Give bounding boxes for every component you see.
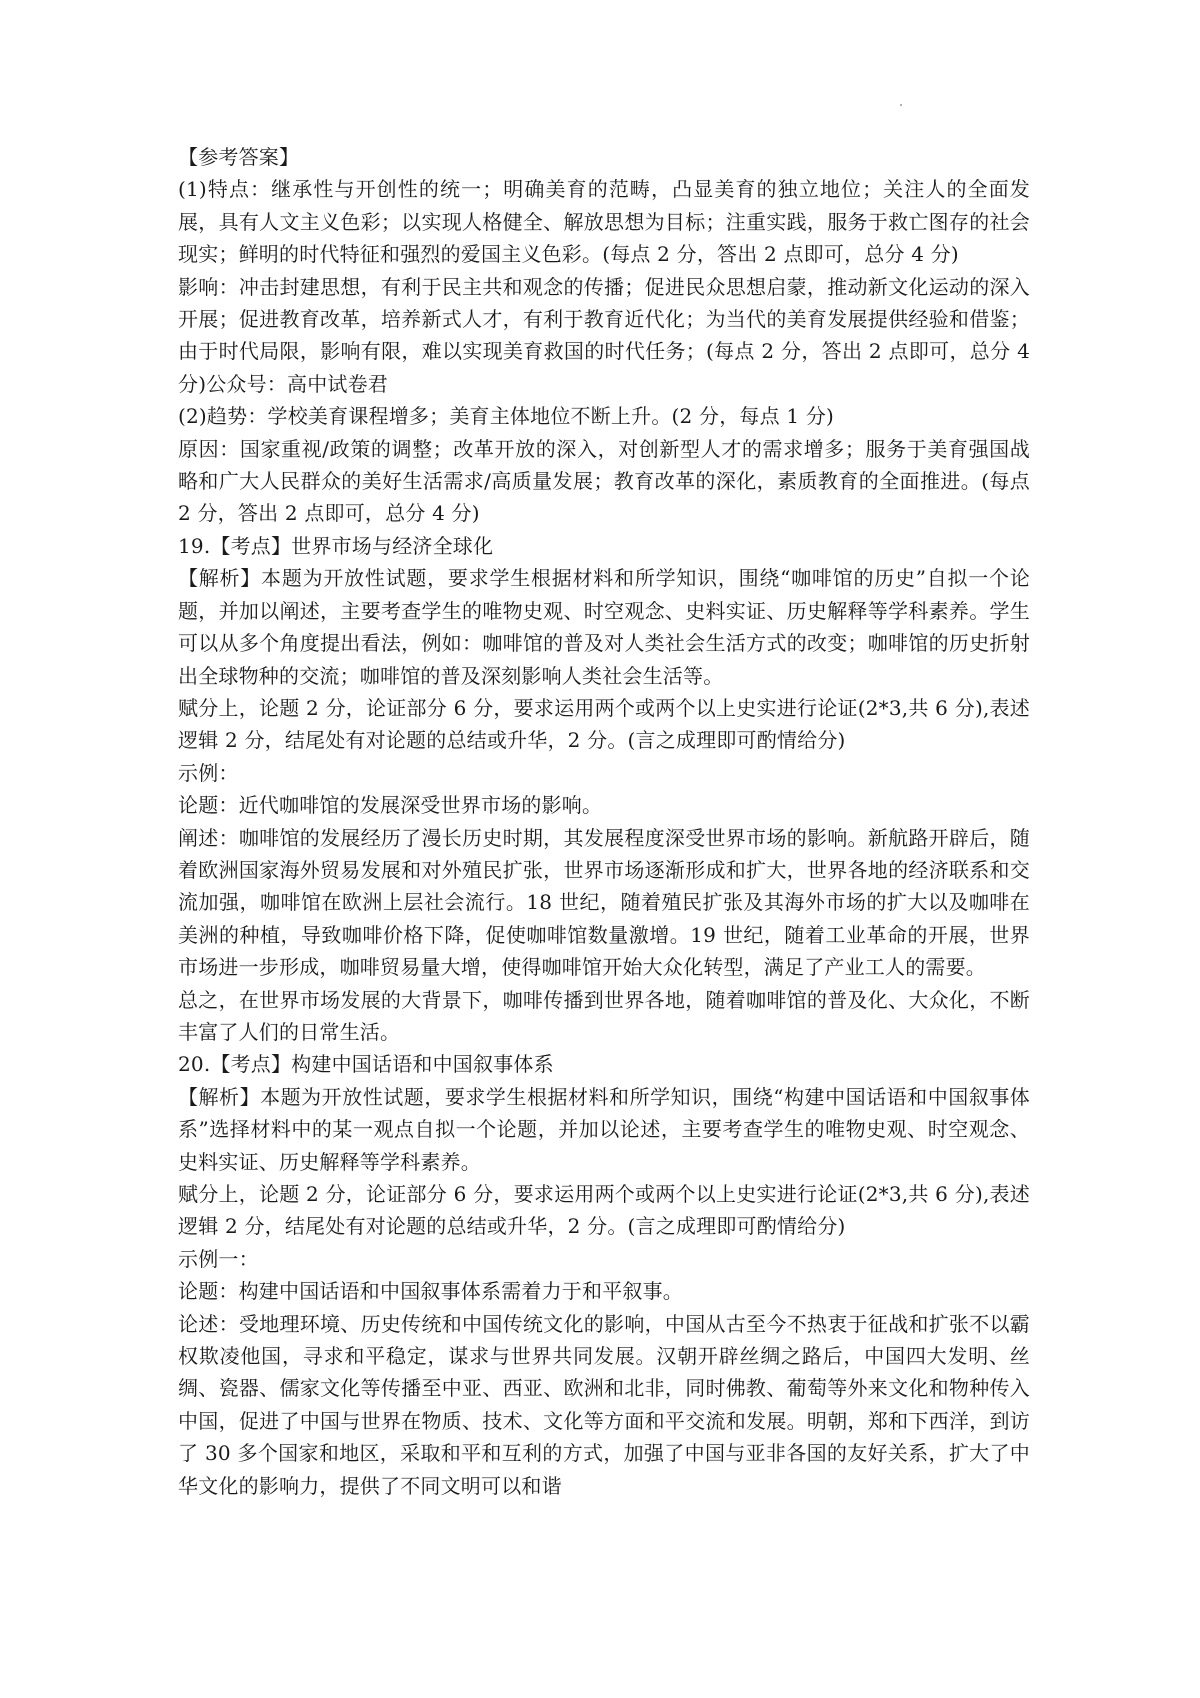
- paragraph: 【解析】本题为开放性试题，要求学生根据材料和所学知识，围绕“咖啡馆的历史”自拟一个论题，并加以阐述，主要考查学生的唯物史观、时空观念、史料实证、历史解释等学科素养。学生可以从多个角度提出看法，例如：咖啡馆的普及对人类社会生活方式的改变；咖啡馆的历史折射出全球物种的交流；咖啡馆的普及深刻影响人类社会生活等。: [178, 566, 1030, 688]
- paragraph: 论述：受地理环境、历史传统和中国传统文化的影响，中国从古至今不热衷于征战和扩张不以霸权欺凌他国，寻求和平稳定，谋求与世界共同发展。汉朝开辟丝绸之路后，中国四大发明、丝绸、瓷器、儒家文化等传播至中亚、西亚、欧洲和北非，同时佛教、葡萄等外来文化和物种传入中国，促进了中国与世界在物质、技术、文化等方面和平交流和发展。明朝，郑和下西洋，到访了 30 多个国家和地区，采取和平和互利的方式，加强了中国与亚非各国的友好关系，扩大了中华文化的影响力，提供了不同文明可以和谐: [178, 1311, 1030, 1498]
- answer-text-body: [178, 141, 1030, 1502]
- scan-speck: [900, 104, 902, 106]
- example-label: 示例：: [178, 760, 239, 785]
- paragraph: 阐述：咖啡馆的发展经历了漫长历史时期，其发展程度深受世界市场的影响。新航路开辟后，随着欧洲国家海外贸易发展和对外殖民扩张，世界市场逐渐形成和扩大，世界各地的经济联系和交流加强，咖啡馆在欧洲上层社会流行。18 世纪，随着殖民扩张及其海外市场的扩大以及咖啡在美洲的种植，导致咖啡价格下降，促使咖啡馆数量激增。19 世纪，随着工业革命的开展，世界市场进一步形成，咖啡贸易量大增，使得咖啡馆开始大众化转型，满足了产业工人的需要。: [178, 825, 1030, 980]
- paragraph: 总之，在世界市场发展的大背景下，咖啡传播到世界各地，随着咖啡馆的普及化、大众化，不断丰富了人们的日常生活。: [178, 987, 1030, 1044]
- section-heading-reference-answer: 【参考答案】: [178, 145, 300, 169]
- paragraph: 论题：近代咖啡馆的发展深受世界市场的影响。: [178, 793, 603, 818]
- paragraph: 【解析】本题为开放性试题，要求学生根据材料和所学知识，围绕“构建中国话语和中国叙事体系”选择材料中的某一观点自拟一个论题，并加以论述，主要考查学生的唯物史观、时空观念、史料实证、历史解释等学科素养。: [178, 1084, 1030, 1174]
- paragraph: (2)趋势：学校美育课程增多；美育主体地位不断上升。(2 分，每点 1 分): [178, 404, 835, 429]
- question-heading-20: 20.【考点】构建中国话语和中国叙事体系: [178, 1052, 554, 1077]
- paragraph: 论题：构建中国话语和中国叙事体系需着力于和平叙事。: [178, 1279, 683, 1304]
- question-heading-19: 19.【考点】世界市场与经济全球化: [178, 533, 494, 558]
- paragraph: 赋分上，论题 2 分，论证部分 6 分，要求运用两个或两个以上史实进行论证(2*3,共 6 分),表述逻辑 2 分，结尾处有对论题的总结或升华，2 分。(言之成理即可酌情给分): [178, 695, 1030, 753]
- paragraph: 赋分上，论题 2 分，论证部分 6 分，要求运用两个或两个以上史实进行论证(2*3,共 6 分),表述逻辑 2 分，结尾处有对论题的总结或升华，2 分。(言之成理即可酌情给分): [178, 1182, 1030, 1239]
- paragraph: (1)特点：继承性与开创性的统一；明确美育的范畴，凸显美育的独立地位；关注人的全面发展，具有人文主义色彩；以实现人格健全、解放思想为目标；注重实践，服务于救亡图存的社会现实；鲜明的时代特征和强烈的爱国主义色彩。(每点 2 分，答出 2 点即可，总分 4 分): [178, 177, 1030, 267]
- example-label: 示例一：: [178, 1246, 259, 1271]
- paragraph: 原因：国家重视/政策的调整；改革开放的深入，对创新型人才的需求增多；服务于美育强国战略和广大人民群众的美好生活需求/高质量发展；教育改革的深化，素质教育的全面推进。(每点 2 分，答出 2 点即可，总分 4 分): [178, 436, 1030, 526]
- paragraph: 影响：冲击封建思想，有利于民主共和观念的传播；促进民众思想启蒙，推动新文化运动的深入开展；促进教育改革，培养新式人才，有利于教育近代化；为当代的美育发展提供经验和借鉴；由于时代局限，影响有限，难以实现美育救国的时代任务；(每点 2 分，答出 2 点即可，总分 4 分)公众号：高中试卷君: [178, 274, 1030, 396]
